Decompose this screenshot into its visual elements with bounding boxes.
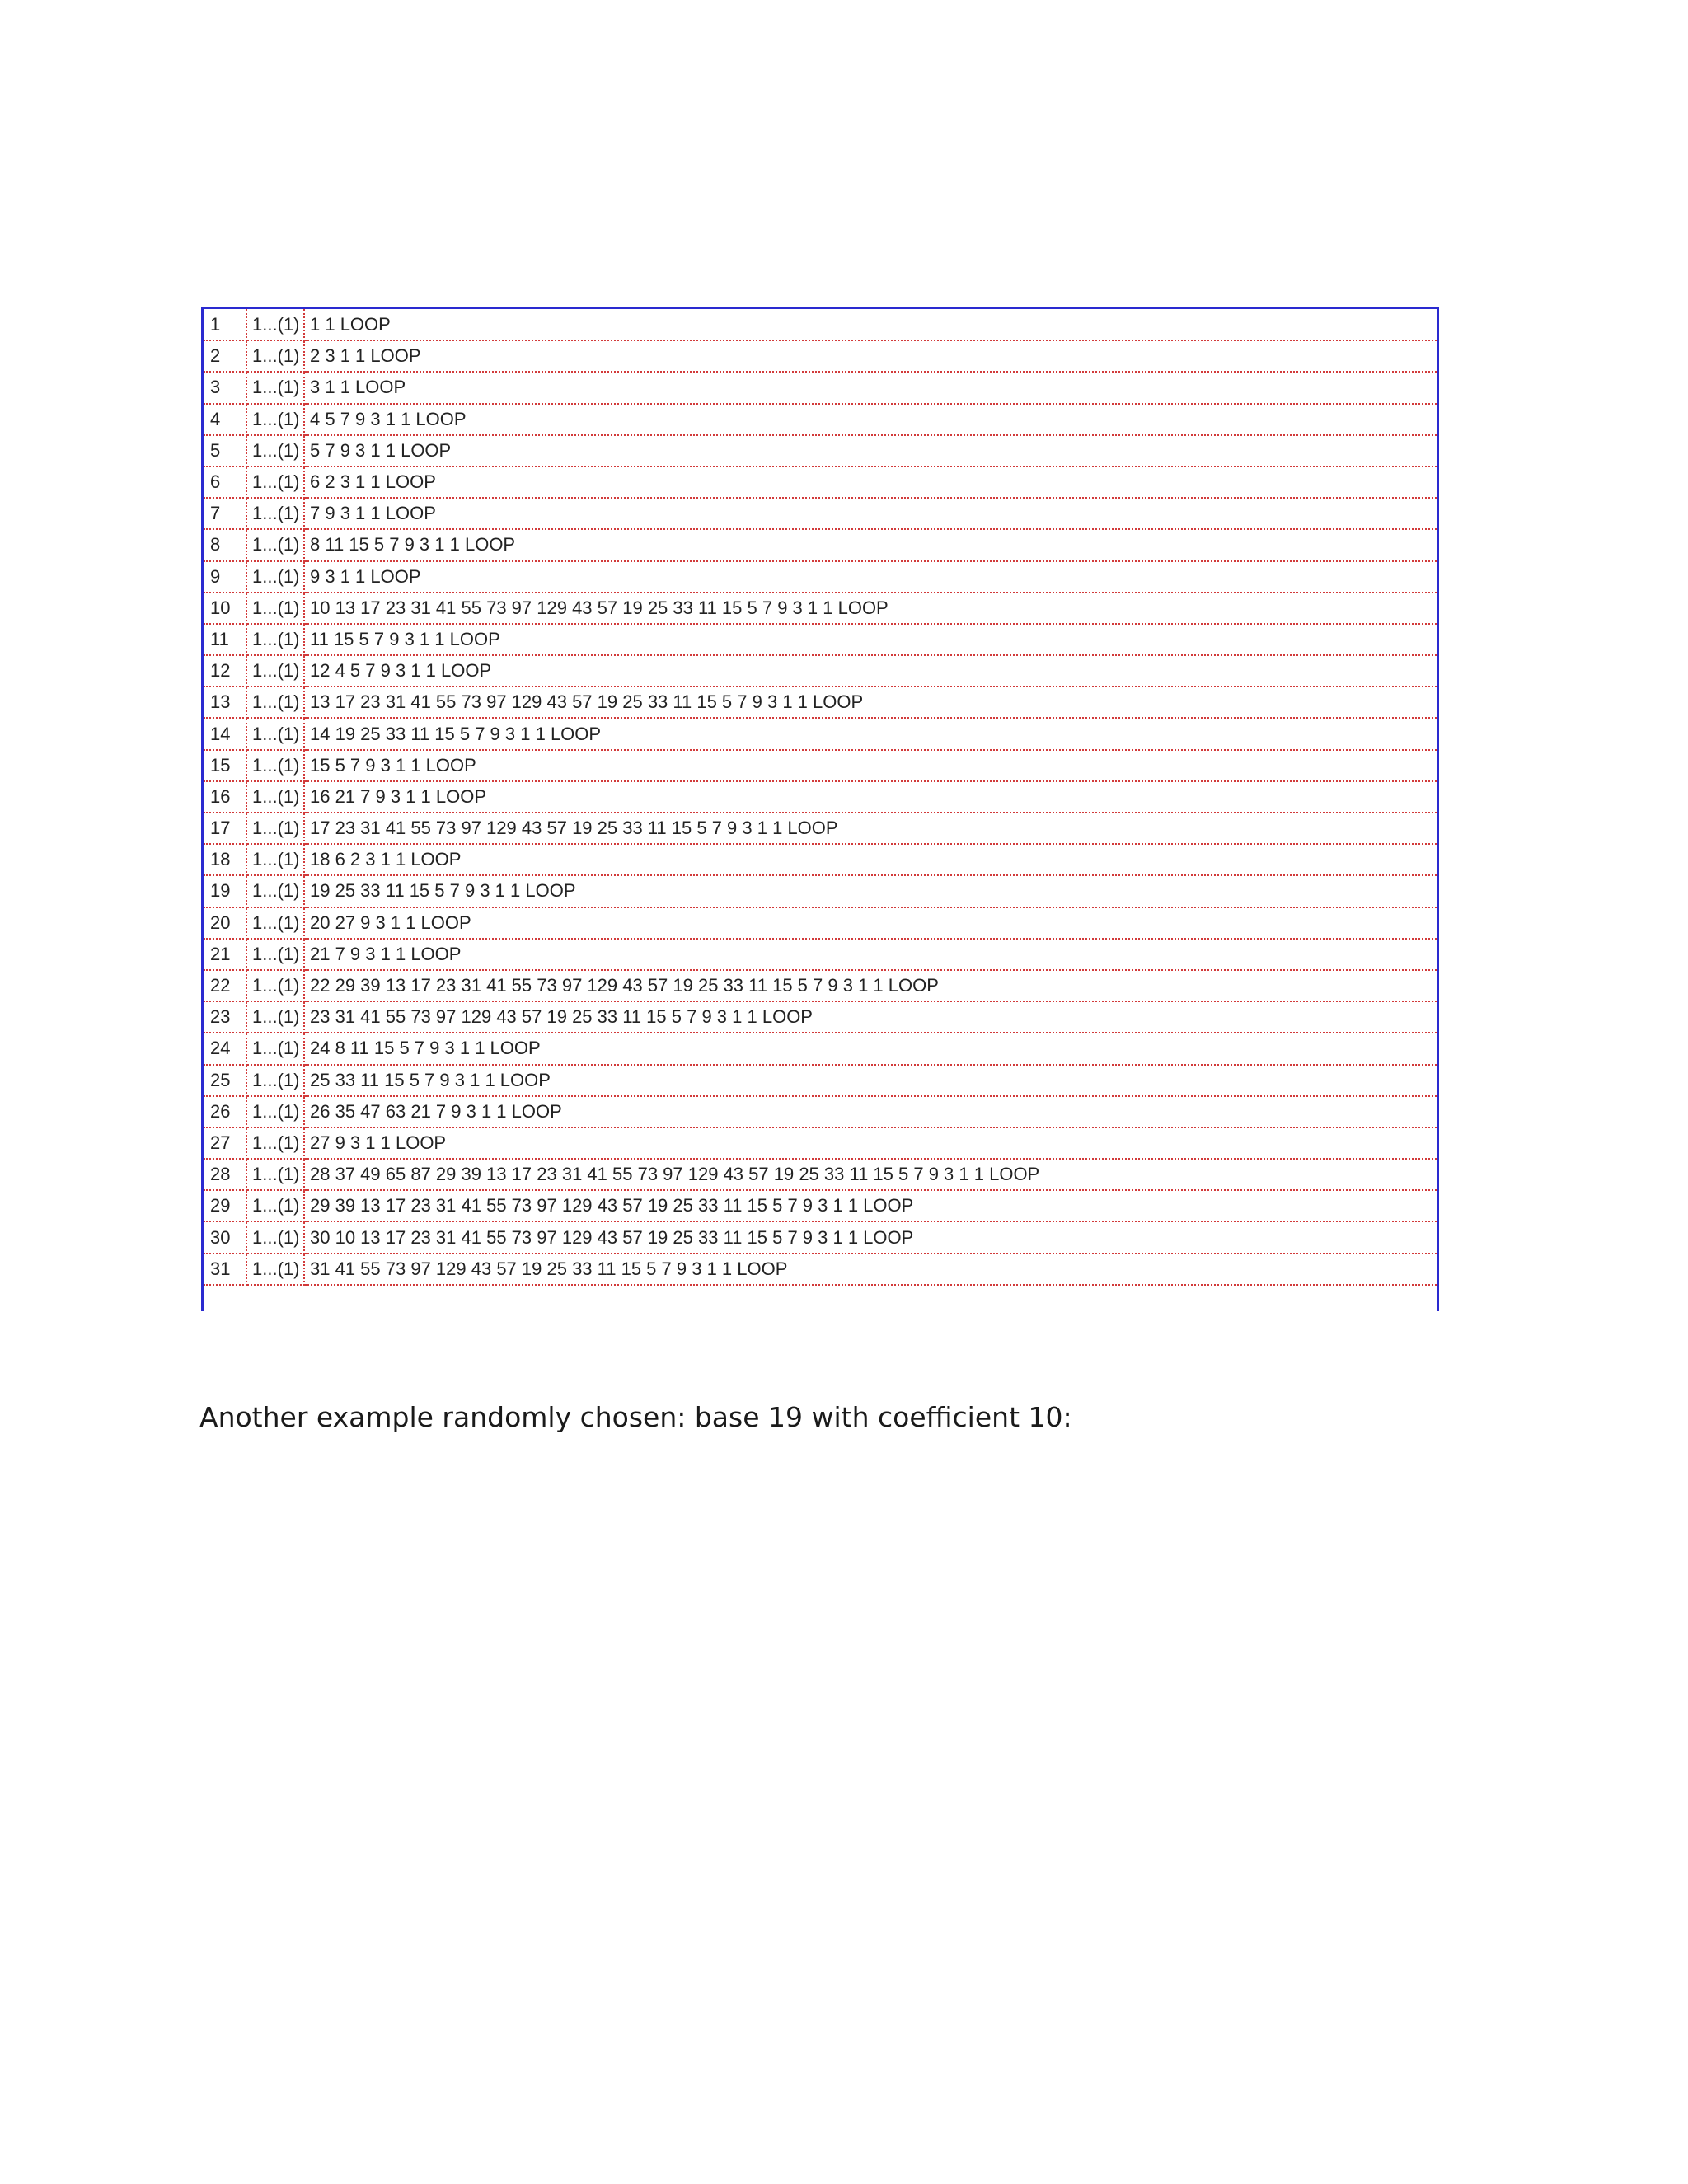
row-range-cell: 1...(1) xyxy=(246,813,304,844)
row-number-cell: 26 xyxy=(204,1096,246,1127)
row-range-cell: 1...(1) xyxy=(246,875,304,907)
caption-text: Another example randomly chosen: base 19 with coefficient 10: xyxy=(199,1401,1072,1433)
row-range-cell: 1...(1) xyxy=(246,655,304,687)
row-number-cell: 19 xyxy=(204,875,246,907)
row-range-cell: 1...(1) xyxy=(246,1127,304,1159)
row-sequence-cell: 22 29 39 13 17 23 31 41 55 73 97 129 43 57 19 25 33 11 15 5 7 9 3 1 1 LOOP xyxy=(304,970,1437,1001)
table-row xyxy=(204,1221,1437,1253)
row-sequence-cell: 30 10 13 17 23 31 41 55 73 97 129 43 57 19 25 33 11 15 5 7 9 3 1 1 LOOP xyxy=(304,1221,1437,1253)
row-range-cell: 1...(1) xyxy=(246,435,304,466)
table-row xyxy=(204,1065,1437,1096)
sequence-table xyxy=(204,309,1437,1286)
row-number-cell: 29 xyxy=(204,1190,246,1221)
row-sequence-cell: 26 35 47 63 21 7 9 3 1 1 LOOP xyxy=(304,1096,1437,1127)
row-sequence-cell: 10 13 17 23 31 41 55 73 97 129 43 57 19 25 33 11 15 5 7 9 3 1 1 LOOP xyxy=(304,593,1437,624)
row-range-cell: 1...(1) xyxy=(246,970,304,1001)
row-number-cell: 22 xyxy=(204,970,246,1001)
row-number-cell: 17 xyxy=(204,813,246,844)
row-sequence-cell: 3 1 1 LOOP xyxy=(304,372,1437,403)
row-number-cell: 24 xyxy=(204,1033,246,1064)
row-range-cell: 1...(1) xyxy=(246,340,304,372)
row-number-cell: 3 xyxy=(204,372,246,403)
row-range-cell: 1...(1) xyxy=(246,844,304,875)
row-number-cell: 31 xyxy=(204,1254,246,1285)
row-range-cell: 1...(1) xyxy=(246,1033,304,1064)
row-number-cell: 8 xyxy=(204,529,246,560)
table-row xyxy=(204,844,1437,875)
row-sequence-cell: 18 6 2 3 1 1 LOOP xyxy=(304,844,1437,875)
row-number-cell: 21 xyxy=(204,939,246,970)
row-range-cell: 1...(1) xyxy=(246,1159,304,1190)
row-number-cell: 23 xyxy=(204,1001,246,1033)
table-row xyxy=(204,404,1437,435)
table-row xyxy=(204,435,1437,466)
row-range-cell: 1...(1) xyxy=(246,1096,304,1127)
row-range-cell: 1...(1) xyxy=(246,750,304,781)
row-sequence-cell: 7 9 3 1 1 LOOP xyxy=(304,498,1437,529)
row-number-cell: 16 xyxy=(204,781,246,813)
row-sequence-cell: 16 21 7 9 3 1 1 LOOP xyxy=(304,781,1437,813)
row-range-cell: 1...(1) xyxy=(246,309,304,340)
row-sequence-cell: 15 5 7 9 3 1 1 LOOP xyxy=(304,750,1437,781)
table-row xyxy=(204,781,1437,813)
table-row xyxy=(204,593,1437,624)
row-range-cell: 1...(1) xyxy=(246,1190,304,1221)
table-row xyxy=(204,907,1437,939)
table-row xyxy=(204,655,1437,687)
row-sequence-cell: 12 4 5 7 9 3 1 1 LOOP xyxy=(304,655,1437,687)
row-number-cell: 11 xyxy=(204,624,246,655)
table-row xyxy=(204,372,1437,403)
table-row xyxy=(204,813,1437,844)
row-sequence-cell: 27 9 3 1 1 LOOP xyxy=(304,1127,1437,1159)
table-row xyxy=(204,1159,1437,1190)
row-range-cell: 1...(1) xyxy=(246,1001,304,1033)
sequence-table-frame xyxy=(201,307,1439,1311)
row-number-cell: 18 xyxy=(204,844,246,875)
row-sequence-cell: 5 7 9 3 1 1 LOOP xyxy=(304,435,1437,466)
table-row xyxy=(204,1096,1437,1127)
row-range-cell: 1...(1) xyxy=(246,466,304,498)
table-row xyxy=(204,1127,1437,1159)
table-row xyxy=(204,529,1437,560)
row-number-cell: 20 xyxy=(204,907,246,939)
row-number-cell: 4 xyxy=(204,404,246,435)
row-number-cell: 13 xyxy=(204,687,246,718)
row-number-cell: 30 xyxy=(204,1221,246,1253)
row-sequence-cell: 25 33 11 15 5 7 9 3 1 1 LOOP xyxy=(304,1065,1437,1096)
table-row xyxy=(204,561,1437,593)
row-range-cell: 1...(1) xyxy=(246,939,304,970)
sequence-table-body xyxy=(204,309,1437,1285)
row-sequence-cell: 17 23 31 41 55 73 97 129 43 57 19 25 33 11 15 5 7 9 3 1 1 LOOP xyxy=(304,813,1437,844)
row-range-cell: 1...(1) xyxy=(246,1065,304,1096)
table-row xyxy=(204,687,1437,718)
row-range-cell: 1...(1) xyxy=(246,781,304,813)
table-row xyxy=(204,498,1437,529)
row-sequence-cell: 24 8 11 15 5 7 9 3 1 1 LOOP xyxy=(304,1033,1437,1064)
row-number-cell: 12 xyxy=(204,655,246,687)
row-number-cell: 28 xyxy=(204,1159,246,1190)
table-row xyxy=(204,1001,1437,1033)
table-row xyxy=(204,718,1437,749)
row-range-cell: 1...(1) xyxy=(246,624,304,655)
row-range-cell: 1...(1) xyxy=(246,1221,304,1253)
row-sequence-cell: 21 7 9 3 1 1 LOOP xyxy=(304,939,1437,970)
row-sequence-cell: 23 31 41 55 73 97 129 43 57 19 25 33 11 15 5 7 9 3 1 1 LOOP xyxy=(304,1001,1437,1033)
table-row xyxy=(204,1033,1437,1064)
row-sequence-cell: 4 5 7 9 3 1 1 LOOP xyxy=(304,404,1437,435)
row-range-cell: 1...(1) xyxy=(246,372,304,403)
row-sequence-cell: 29 39 13 17 23 31 41 55 73 97 129 43 57 19 25 33 11 15 5 7 9 3 1 1 LOOP xyxy=(304,1190,1437,1221)
row-range-cell: 1...(1) xyxy=(246,593,304,624)
row-sequence-cell: 19 25 33 11 15 5 7 9 3 1 1 LOOP xyxy=(304,875,1437,907)
row-number-cell: 1 xyxy=(204,309,246,340)
row-sequence-cell: 9 3 1 1 LOOP xyxy=(304,561,1437,593)
row-number-cell: 9 xyxy=(204,561,246,593)
row-number-cell: 10 xyxy=(204,593,246,624)
table-row xyxy=(204,939,1437,970)
row-number-cell: 25 xyxy=(204,1065,246,1096)
row-range-cell: 1...(1) xyxy=(246,498,304,529)
row-sequence-cell: 14 19 25 33 11 15 5 7 9 3 1 1 LOOP xyxy=(304,718,1437,749)
row-range-cell: 1...(1) xyxy=(246,718,304,749)
row-number-cell: 6 xyxy=(204,466,246,498)
row-sequence-cell: 1 1 LOOP xyxy=(304,309,1437,340)
table-row xyxy=(204,309,1437,340)
row-range-cell: 1...(1) xyxy=(246,404,304,435)
table-row xyxy=(204,750,1437,781)
table-row xyxy=(204,624,1437,655)
row-number-cell: 7 xyxy=(204,498,246,529)
row-range-cell: 1...(1) xyxy=(246,529,304,560)
row-number-cell: 27 xyxy=(204,1127,246,1159)
row-number-cell: 15 xyxy=(204,750,246,781)
row-range-cell: 1...(1) xyxy=(246,561,304,593)
table-row xyxy=(204,1254,1437,1285)
row-number-cell: 14 xyxy=(204,718,246,749)
table-row xyxy=(204,466,1437,498)
row-range-cell: 1...(1) xyxy=(246,907,304,939)
row-sequence-cell: 31 41 55 73 97 129 43 57 19 25 33 11 15 5 7 9 3 1 1 LOOP xyxy=(304,1254,1437,1285)
row-range-cell: 1...(1) xyxy=(246,1254,304,1285)
row-sequence-cell: 13 17 23 31 41 55 73 97 129 43 57 19 25 33 11 15 5 7 9 3 1 1 LOOP xyxy=(304,687,1437,718)
table-row xyxy=(204,875,1437,907)
row-sequence-cell: 28 37 49 65 87 29 39 13 17 23 31 41 55 73 97 129 43 57 19 25 33 11 15 5 7 9 3 1 1 LOOP xyxy=(304,1159,1437,1190)
row-number-cell: 2 xyxy=(204,340,246,372)
table-row xyxy=(204,1190,1437,1221)
row-number-cell: 5 xyxy=(204,435,246,466)
table-row xyxy=(204,970,1437,1001)
row-sequence-cell: 2 3 1 1 LOOP xyxy=(304,340,1437,372)
row-sequence-cell: 11 15 5 7 9 3 1 1 LOOP xyxy=(304,624,1437,655)
row-sequence-cell: 20 27 9 3 1 1 LOOP xyxy=(304,907,1437,939)
row-sequence-cell: 8 11 15 5 7 9 3 1 1 LOOP xyxy=(304,529,1437,560)
table-row xyxy=(204,340,1437,372)
row-range-cell: 1...(1) xyxy=(246,687,304,718)
row-sequence-cell: 6 2 3 1 1 LOOP xyxy=(304,466,1437,498)
